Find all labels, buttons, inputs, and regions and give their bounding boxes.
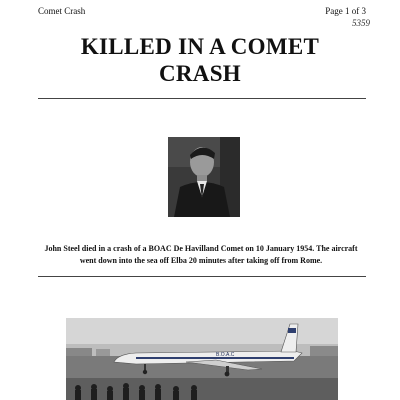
aircraft-livery-text: B.O.A.C [216,352,235,358]
page-title-line-2: CRASH [158,61,241,86]
divider-top [38,98,366,99]
divider-bottom [38,276,366,277]
portrait-image [168,137,240,217]
comet-aircraft-image [66,318,338,400]
photo-caption: John Steel died in a crash of a BOAC De Havilland Comet on 10 January 1954. The aircraft went down into the sea off Elba 20 minutes after taking off from Rome. [44,244,358,265]
page-title [30,33,370,87]
portrait-photo [168,137,240,217]
page-indicator: Page 1 of 3 [325,6,366,16]
page-title-line-1: KILLED IN A COMET [80,34,320,59]
handwritten-note: 5359 [352,18,370,28]
document-header-title: Comet Crash [38,6,86,16]
comet-aircraft-photo [66,318,338,400]
